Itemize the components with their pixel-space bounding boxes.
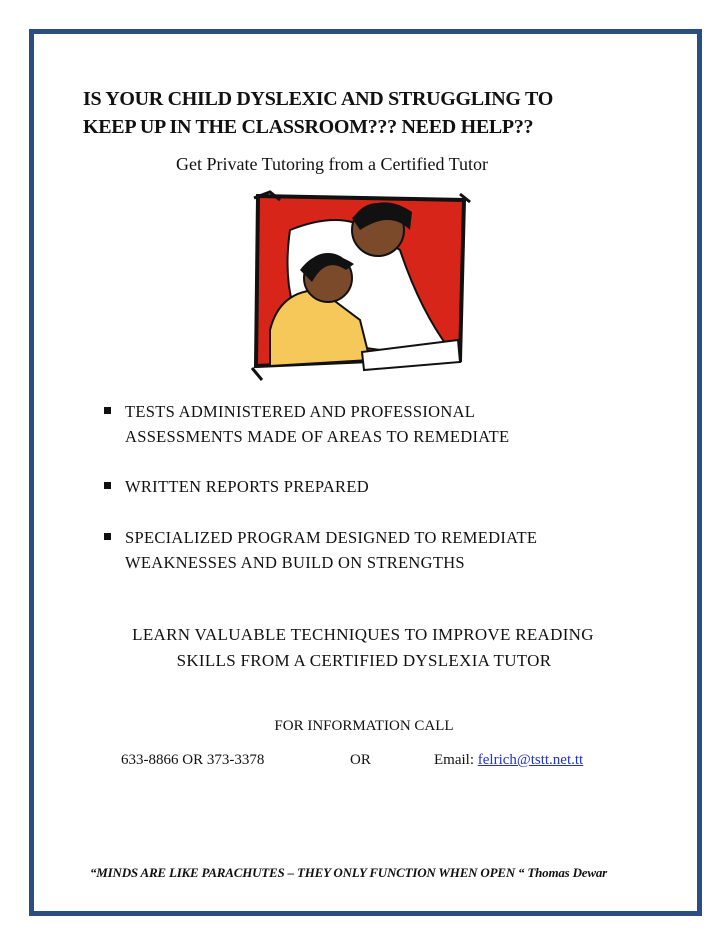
or-separator: OR (350, 752, 371, 768)
closing-quote: “MINDS ARE LIKE PARACHUTES – THEY ONLY FUNCTION WHEN OPEN “ Thomas Dewar (90, 865, 607, 880)
bullet-square-icon (104, 533, 111, 540)
bullet-text: SPECIALIZED PROGRAM DESIGNED TO REMEDIATE (125, 528, 538, 547)
headline-line-1: IS YOUR CHILD DYSLEXIC AND STRUGGLING TO (83, 88, 553, 110)
email-link[interactable]: felrich@tstt.net.tt (477, 752, 584, 768)
bullet-square-icon (104, 482, 111, 489)
learn-line-1: LEARN VALUABLE TECHNIQUES TO IMPROVE READING (132, 625, 594, 644)
tutoring-clipart-image (250, 190, 472, 386)
email-label: Email: (434, 752, 478, 768)
bullet-text: WEAKNESSES AND BUILD ON STRENGTHS (125, 553, 465, 572)
learn-line-2: SKILLS FROM A CERTIFIED DYSLEXIA TUTOR (176, 651, 552, 670)
bullet-square-icon (104, 407, 111, 414)
bullet-item (104, 474, 369, 499)
bullet-text: WRITTEN REPORTS PREPARED (125, 477, 369, 496)
subheadline: Get Private Tutoring from a Certified Tutor (176, 154, 488, 174)
contact-heading: FOR INFORMATION CALL (274, 718, 454, 734)
bullet-item (104, 525, 537, 575)
email-line (434, 752, 583, 769)
bullet-text: TESTS ADMINISTERED AND PROFESSIONAL (125, 402, 476, 421)
phone-numbers: 633-8866 OR 373-3378 (121, 752, 265, 768)
headline-line-2: KEEP UP IN THE CLASSROOM??? NEED HELP?? (83, 116, 534, 138)
bullet-item (104, 399, 509, 449)
bullet-text: ASSESSMENTS MADE OF AREAS TO REMEDIATE (125, 427, 510, 446)
